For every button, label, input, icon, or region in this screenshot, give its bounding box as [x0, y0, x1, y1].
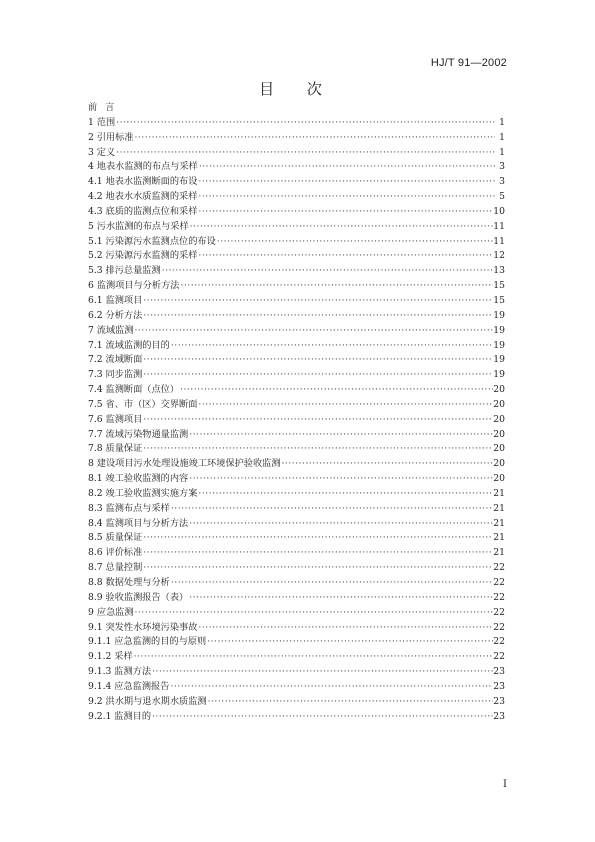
toc-entry[interactable]	[88, 235, 505, 250]
toc-entry-page: 23	[493, 666, 505, 678]
toc-entry-label: 8.5 质量保证	[88, 532, 143, 544]
toc-entry[interactable]	[88, 680, 505, 695]
toc-entry-page: 10	[493, 205, 505, 217]
toc-entry-page: 21	[493, 502, 505, 514]
toc-entry-page: 23	[493, 710, 505, 722]
toc-dot-leader	[281, 457, 494, 472]
toc-entry-label: 9.1.4 应急监测报告	[88, 680, 170, 692]
toc-entry-label: 9.1.2 采样	[88, 651, 133, 663]
toc-entry-page: 23	[493, 695, 505, 707]
toc-entry-page: 22	[493, 577, 505, 588]
toc-dot-leader	[151, 710, 493, 725]
toc-entry[interactable]	[88, 502, 505, 517]
toc-entry-label: 2 引用标准	[88, 131, 134, 143]
toc-entry[interactable]	[88, 472, 505, 487]
toc-entry-label: 7.2 流域断面	[88, 354, 143, 366]
toc-entry-label: 7.3 同步监测	[88, 369, 143, 381]
toc-entry[interactable]	[88, 665, 505, 680]
toc-entry-label: 9.1.1 应急监测的目的与原则	[88, 636, 207, 648]
toc-entry-label: 8 建设项目污水处理设施竣工环境保护验收监测	[88, 458, 281, 470]
toc-entry[interactable]	[88, 710, 505, 725]
toc-entry-page: 15	[493, 294, 505, 306]
toc-entry-label: 7.8 质量保证	[88, 443, 143, 455]
toc-entry[interactable]	[88, 621, 505, 636]
toc-entry-label: 6 监测项目与分析方法	[88, 280, 180, 292]
toc-entry-label: 4.1 地表水监测断面的布设	[88, 176, 198, 188]
toc-entry-label: 3 定义	[88, 146, 116, 158]
toc-entry-page: 23	[493, 680, 505, 692]
toc-entry-page: 1	[499, 116, 505, 128]
toc-dot-leader	[188, 472, 493, 487]
toc-dot-leader	[115, 116, 495, 131]
toc-entry-label: 4.3 底质的监测点位和采样	[88, 205, 198, 217]
toc-entry-label: 7.1 流域监测的目的	[88, 339, 170, 351]
toc-entry[interactable]	[88, 160, 505, 175]
toc-dot-leader	[189, 220, 494, 235]
toc-entry[interactable]	[88, 220, 505, 235]
toc-entry-label: 8.1 竣工验收监测的内容	[88, 473, 189, 485]
toc-entry-page: 19	[493, 339, 505, 351]
toc-dot-leader	[207, 695, 494, 710]
toc-entry-label: 8.9 验收监测报告（表）	[88, 591, 189, 603]
toc-entry[interactable]	[88, 339, 505, 354]
toc-entry[interactable]	[88, 353, 505, 368]
toc-entry[interactable]	[88, 131, 505, 146]
toc-entry[interactable]	[88, 324, 505, 339]
toc-entry-page: 3	[499, 176, 505, 188]
toc-entry-page: 21	[493, 517, 505, 529]
toc-dot-leader	[134, 131, 495, 146]
toc-dot-leader	[151, 665, 493, 680]
standard-code: HJ/T 91—2002	[430, 57, 507, 69]
toc-dot-leader	[179, 383, 493, 398]
toc-entry-page: 13	[493, 265, 505, 277]
toc-dot-leader	[170, 502, 493, 517]
toc-entry[interactable]	[88, 517, 505, 532]
toc-dot-leader	[134, 606, 494, 621]
toc-dot-leader	[197, 621, 493, 636]
toc-entry-page: 22	[493, 562, 505, 574]
toc-entry-label: 7.5 省、市（区）交界断面	[88, 398, 198, 410]
toc-dot-leader	[142, 546, 493, 561]
toc-entry-page: 19	[493, 309, 505, 321]
toc-entry[interactable]	[88, 249, 505, 264]
toc-entry-page: 20	[493, 384, 505, 396]
toc-entry-label: 7.7 流域污染物通量监测	[88, 428, 189, 440]
toc-entry-page: 21	[493, 532, 505, 544]
toc-dot-leader	[197, 190, 495, 205]
toc-entry-label: 6.1 监测项目	[88, 294, 143, 306]
toc-dot-leader	[188, 591, 493, 606]
toc-dot-leader	[161, 264, 494, 279]
toc-entry-label: 4 地表水监测的布点与采样	[88, 161, 198, 173]
toc-entry-label: 8.4 监测项目与分析方法	[88, 517, 189, 529]
toc-entry-page: 20	[493, 473, 505, 485]
toc-dot-leader	[197, 249, 493, 264]
page-number: I	[503, 779, 507, 790]
toc-entry[interactable]	[88, 264, 505, 279]
toc-entry-label: 5.3 排污总量监测	[88, 265, 161, 277]
toc-entry-page: 22	[493, 621, 505, 633]
toc-dot-leader	[170, 339, 493, 354]
toc-entry[interactable]	[88, 368, 505, 383]
toc-entry-label: 前言	[88, 102, 123, 113]
toc-entry-page: 20	[493, 443, 505, 455]
toc-entry-page: 19	[493, 369, 505, 381]
toc-entry-label: 8.7 总量控制	[88, 562, 143, 574]
toc-entry-label: 5.1 污染源污水监测点位的布设	[88, 235, 216, 247]
toc-dot-leader	[142, 368, 493, 383]
toc-entry[interactable]	[88, 561, 505, 576]
toc-dot-leader	[197, 205, 493, 220]
toc-entry[interactable]	[88, 279, 505, 294]
toc-entry[interactable]	[88, 413, 505, 428]
toc-entry-label: 8.3 监测布点与采样	[88, 502, 170, 514]
toc-entry-page: 19	[493, 354, 505, 366]
toc-entry-page: 21	[493, 487, 505, 499]
toc-entry[interactable]	[88, 487, 505, 502]
toc-dot-leader	[142, 531, 493, 546]
toc-entry-label: 5 污水监测的布点与采样	[88, 220, 189, 232]
toc-entry[interactable]	[88, 606, 505, 621]
toc-entry[interactable]	[88, 175, 505, 190]
toc-entry[interactable]	[88, 383, 505, 398]
toc-entry[interactable]	[88, 576, 505, 591]
toc-dot-leader	[197, 487, 493, 502]
toc-entry[interactable]	[88, 205, 505, 220]
toc-entry-label: 9.2.1 监测目的	[88, 710, 152, 722]
toc-entry-page: 20	[493, 428, 505, 440]
table-of-contents	[88, 101, 505, 724]
toc-entry-page: 22	[493, 636, 505, 648]
toc-entry-label: 7.4 监测断面（点位）	[88, 384, 180, 396]
toc-entry-page: 11	[493, 235, 505, 247]
toc-entry-label: 9.2 洪水期与退水期水质监测	[88, 695, 207, 707]
toc-entry-page: 19	[493, 324, 505, 336]
toc-entry[interactable]	[88, 116, 505, 131]
toc-entry-preface[interactable]	[88, 101, 505, 116]
toc-entry[interactable]	[88, 591, 505, 606]
toc-entry-label: 4.2 地表水水质监测的采样	[88, 191, 198, 203]
toc-entry-label: 7.6 监测项目	[88, 413, 143, 425]
toc-entry-page: 22	[493, 651, 505, 663]
toc-entry-page: 22	[493, 606, 505, 618]
toc-dot-leader	[197, 398, 493, 413]
toc-entry-label: 7 流域监测	[88, 324, 134, 336]
toc-entry-label: 1 范围	[88, 116, 116, 128]
toc-entry-label: 8.2 竣工验收监测实施方案	[88, 487, 198, 499]
toc-entry-label: 8.6 评价标准	[88, 547, 143, 559]
toc-dot-leader	[216, 235, 494, 250]
toc-entry[interactable]	[88, 635, 505, 650]
toc-dot-leader	[142, 294, 493, 309]
toc-entry-label: 5.2 污染源污水监测的采样	[88, 250, 198, 262]
toc-entry-page: 11	[493, 220, 505, 232]
toc-dot-leader	[169, 680, 493, 695]
toc-dot-leader	[188, 517, 493, 532]
toc-dot-leader	[197, 175, 495, 190]
toc-dot-leader	[142, 309, 493, 324]
toc-entry-page: 20	[493, 398, 505, 410]
toc-entry-page: 1	[499, 146, 505, 158]
toc-entry-page: 20	[493, 458, 505, 470]
toc-dot-leader	[170, 576, 493, 591]
toc-dot-leader	[142, 353, 493, 368]
page-title: 目 次	[259, 80, 336, 98]
toc-entry[interactable]	[88, 428, 505, 443]
toc-entry-label: 9 应急监测	[88, 606, 134, 618]
toc-entry[interactable]	[88, 457, 505, 472]
toc-entry-page: 3	[499, 161, 505, 173]
toc-entry[interactable]	[88, 190, 505, 205]
toc-entry-page: 20	[493, 413, 505, 425]
toc-entry-label: 8.8 数据处理与分析	[88, 577, 170, 588]
toc-entry-page: 21	[493, 547, 505, 559]
toc-dot-leader	[142, 442, 493, 457]
toc-entry[interactable]	[88, 531, 505, 546]
toc-dot-leader	[134, 324, 494, 339]
toc-entry-page: 5	[499, 191, 505, 203]
toc-entry-page: 15	[493, 280, 505, 292]
toc-entry-label: 6.2 分析方法	[88, 309, 143, 321]
toc-dot-leader	[133, 650, 494, 665]
toc-entry[interactable]	[88, 309, 505, 324]
toc-dot-leader	[115, 146, 495, 161]
toc-entry-label: 9.1 突发性水环境污染事故	[88, 621, 198, 633]
toc-dot-leader	[179, 279, 493, 294]
toc-dot-leader	[142, 561, 493, 576]
toc-entry[interactable]	[88, 695, 505, 710]
toc-entry[interactable]	[88, 442, 505, 457]
toc-entry-page: 22	[493, 591, 505, 603]
toc-dot-leader	[206, 635, 493, 650]
toc-dot-leader	[188, 428, 493, 443]
toc-entry[interactable]	[88, 146, 505, 161]
toc-entry-page: 1	[499, 131, 505, 143]
toc-dot-leader	[142, 413, 493, 428]
toc-dot-leader	[198, 160, 495, 175]
toc-entry-label: 9.1.3 监测方法	[88, 666, 152, 678]
toc-entry[interactable]	[88, 398, 505, 413]
toc-entry[interactable]	[88, 294, 505, 309]
toc-entry-page: 12	[493, 250, 505, 262]
toc-entry[interactable]	[88, 546, 505, 561]
toc-entry[interactable]	[88, 650, 505, 665]
